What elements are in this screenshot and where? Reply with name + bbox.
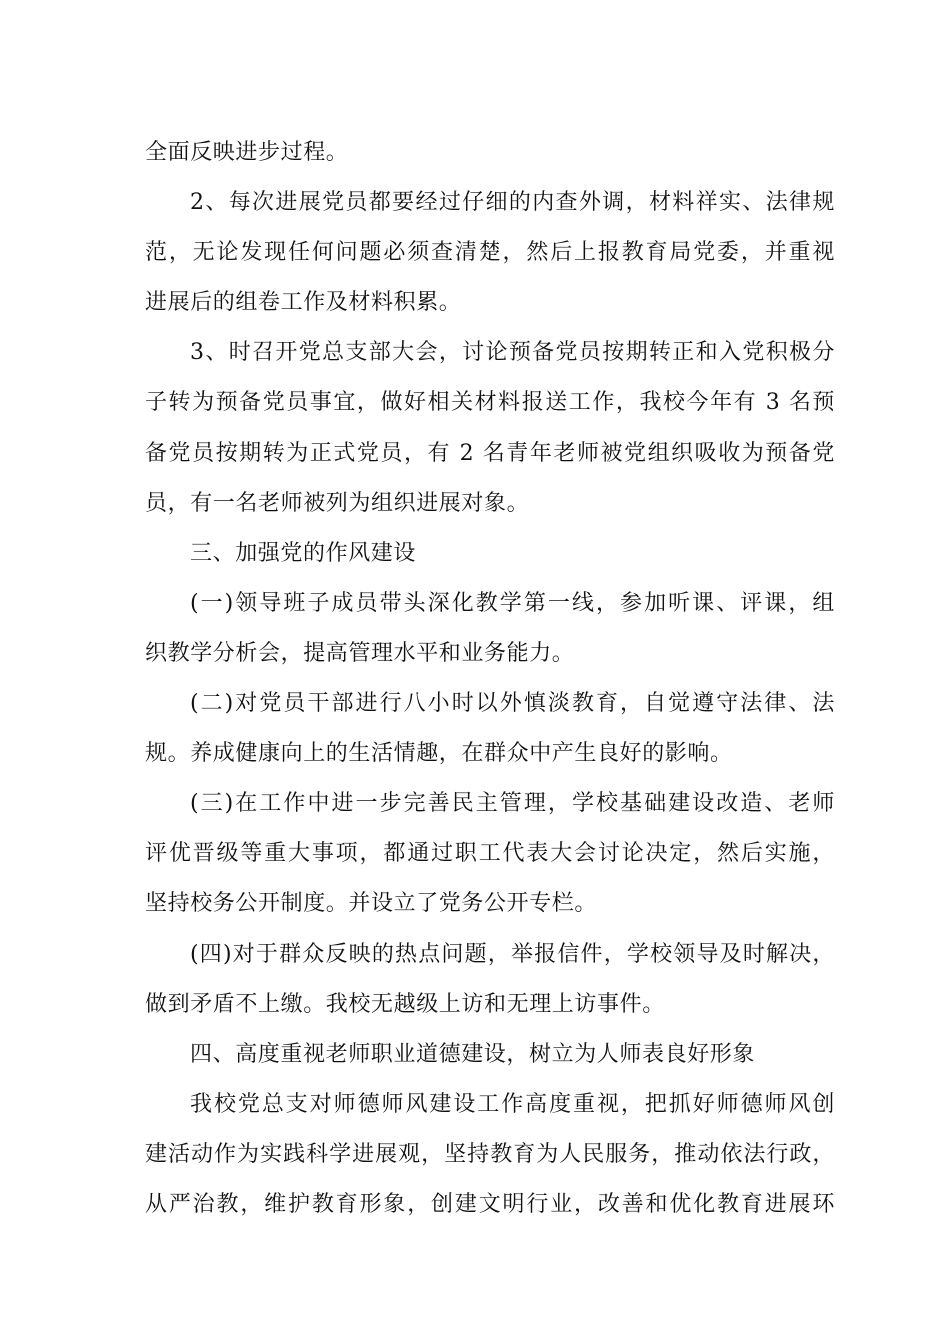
section-heading: 三、加强党的作风建设 <box>190 540 417 566</box>
text-line: 评优晋级等重大事项，都通过职工代表大会讨论决定，然后实施， <box>145 841 835 867</box>
document-body <box>145 128 835 1230</box>
text-line: 员，有一名老师被列为组织进展对象。 <box>145 490 530 516</box>
text-line: 进展后的组卷工作及材料积累。 <box>145 290 462 316</box>
text-line: 规。养成健康向上的生活情趣，在群众中产生良好的影响。 <box>145 741 733 767</box>
text-line: 子转为预备党员事宜，做好相关材料报送工作，我校今年有 3 名预 <box>145 390 835 416</box>
text-line: 备党员按期转为正式党员，有 2 名青年老师被党组织吸收为预备党 <box>145 440 835 466</box>
paragraph-line: (二)对党员干部进行八小时以外慎淡教育，自觉遵守法律、法 <box>190 691 835 717</box>
paragraph-line: 3、时召开党总支部大会，讨论预备党员按期转正和入党积极分 <box>190 340 835 366</box>
paragraph-line: 2、每次进展党员都要经过仔细的内查外调，材料祥实、法律规 <box>190 190 835 216</box>
text-line: 范，无论发现任何问题必须查清楚，然后上报教育局党委，并重视 <box>145 240 835 266</box>
text-line: 做到矛盾不上缴。我校无越级上访和无理上访事件。 <box>145 991 665 1017</box>
text-line: 建活动作为实践科学进展观，坚持教育为人民服务，推动依法行政， <box>145 1141 835 1167</box>
paragraph-line: (三)在工作中进一步完善民主管理，学校基础建设改造、老师 <box>190 791 835 817</box>
text-line: 从严治教，维护教育形象，创建文明行业，改善和优化教育进展环 <box>145 1191 835 1217</box>
text-line: 全面反映进步过程。 <box>145 140 349 165</box>
text-line: 坚持校务公开制度。并设立了党务公开专栏。 <box>145 891 598 917</box>
paragraph-line: 我校党总支对师德师风建设工作高度重视，把抓好师德师风创 <box>190 1091 835 1117</box>
text-line: 织教学分析会，提高管理水平和业务能力。 <box>145 640 575 666</box>
paragraph-line: (四)对于群众反映的热点问题，举报信件，学校领导及时解决， <box>190 941 835 967</box>
section-heading: 四、高度重视老师职业道德建设，树立为人师表良好形象 <box>190 1041 756 1067</box>
paragraph-line: (一)领导班子成员带头深化教学第一线，参加听课、评课，组 <box>190 590 835 616</box>
